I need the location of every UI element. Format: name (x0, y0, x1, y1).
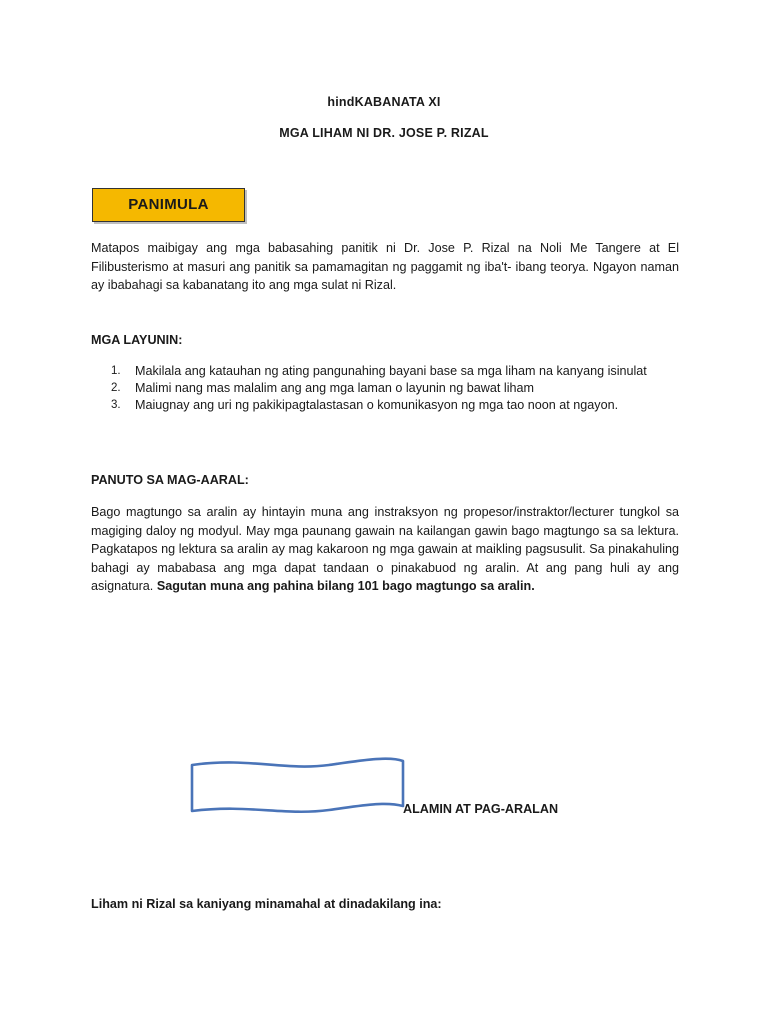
list-item (91, 397, 679, 414)
panuto-heading: PANUTO SA MAG-AARAL: (91, 473, 249, 487)
list-item-text: Makilala ang katauhan ng ating pangunahing bayani base sa mga liham na kanyang isinulat (135, 364, 647, 378)
ribbon-banner-icon (189, 755, 407, 817)
panuto-paragraph (91, 503, 679, 596)
liham-heading: Liham ni Rizal sa kaniyang minamahal at dinadakilang ina: (91, 897, 442, 911)
panuto-text: Bago magtungo sa aralin ay hintayin muna ang instraksyon ng propesor/instraktor/lecturer tungkol sa magiging daloy ng modyul. May mga paunang gawain na kailangan gawin bago magtungo sa sa lektura. Pagkatapos ng lektura sa aralin ay mag kakaroon ng mga gawain at maikling pagsusulit. Sa pinakahuling bahagi ay mababasa ang mga dapat tandaan o pinakabuod ng aralin. At ang pang huli ay ang asignatura. (91, 505, 679, 594)
panuto-bold-text: Sagutan muna ang pahina bilang 101 bago magtungo sa aralin. (156, 579, 535, 594)
list-item-text: Malimi nang mas malalim ang ang mga laman o layunin ng bawat liham (135, 381, 535, 395)
objectives-list (91, 363, 679, 414)
chapter-label: hindKABANATA XI (327, 95, 441, 109)
list-number: 2. (111, 382, 121, 394)
list-item (91, 363, 679, 380)
ribbon-banner-shape (189, 755, 407, 817)
list-item (91, 380, 679, 397)
list-number: 3. (111, 399, 121, 411)
panimula-heading-box (92, 188, 245, 222)
list-item-text: Maiugnay ang uri ng pakikipagtalastasan o komunikasyon ng mga tao noon at ngayon. (135, 398, 619, 412)
panimula-label: PANIMULA (128, 196, 209, 213)
layunin-heading: MGA LAYUNIN: (91, 333, 183, 347)
list-number: 1. (111, 365, 121, 377)
panimula-paragraph: Matapos maibigay ang mga babasahing panitik ni Dr. Jose P. Rizal na Noli Me Tangere at El Filibusterismo at masuri ang panitik sa pamamagitan ng paggamit ng iba't- ibang teorya. Ngayon naman ay ibabahagi sa kabanatang ito ang mga sulat ni Rizal. (91, 241, 679, 293)
alamin-heading: ALAMIN AT PAG-ARALAN (403, 802, 559, 816)
page-title: MGA LIHAM NI DR. JOSE P. RIZAL (279, 126, 489, 140)
